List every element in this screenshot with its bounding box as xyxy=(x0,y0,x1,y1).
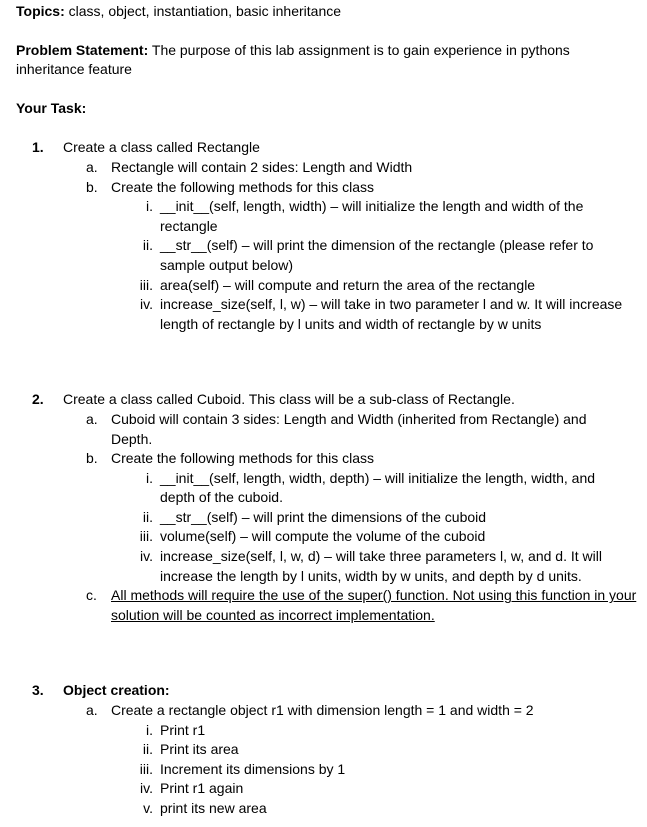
topics-line xyxy=(16,2,641,22)
section-3-title xyxy=(16,681,641,701)
section-1-number: 1. xyxy=(32,139,44,156)
section-1-subitem-i: i. __init__(self, length, width) – will initialize the length and width of the rectangle xyxy=(146,198,584,234)
section-2-number: 2. xyxy=(32,391,44,408)
section-3-subitem-ii: ii. Print its area xyxy=(142,741,239,758)
section-1 xyxy=(16,138,641,334)
section-3-subitem-iv: iv. Print r1 again xyxy=(140,780,244,797)
section-2-item-c: c. All methods will require the use of the super() function. Not using this function in your solution will be counted as incorrect implementation. xyxy=(86,587,637,623)
section-1-title-text: Create a class called Rectangle xyxy=(63,139,260,156)
section-1-title xyxy=(16,138,641,158)
section-3-subitem-iii: iii. Increment its dimensions by 1 xyxy=(139,760,346,777)
section-2-subitem-ii: ii. __str__(self) – will print the dimensions of the cuboid xyxy=(142,508,487,525)
section-2-item-b: b. Create the following methods for this class xyxy=(86,450,375,467)
section-3-item-a: a. Create a rectangle object r1 with dimension length = 1 and width = 2 xyxy=(86,702,534,719)
section-2-title xyxy=(16,390,641,410)
problem-statement xyxy=(16,41,616,80)
task-heading: Your Task: xyxy=(16,99,87,116)
section-2-title-text: Create a class called Cuboid. This class will be a sub-class of Rectangle. xyxy=(63,391,515,408)
section-2-subitem-iv: iv. increase_size(self, l, w, d) – will take three parameters l, w, and d. It will increase the length by l units, width by w units, and depth by d units. xyxy=(140,548,602,584)
section-1-subitem-iii: iii. area(self) – will compute and return the area of the rectangle xyxy=(139,276,536,293)
section-3-subitem-i: i. Print r1 xyxy=(146,721,206,738)
problem-label: Problem Statement: xyxy=(16,41,149,58)
section-2-subitem-iii: iii. volume(self) – will compute the volume of the cuboid xyxy=(139,528,486,545)
section-3-number: 3. xyxy=(32,682,44,699)
section-2 xyxy=(16,390,641,625)
section-1-subitem-iv: iv. increase_size(self, l, w) – will take in two parameter l and w. It will increase length of rectangle by l units and width of rectangle by w units xyxy=(140,296,623,332)
section-3-subitem-v: v. print its new area xyxy=(143,800,267,816)
section-1-item-b: b. Create the following methods for this class xyxy=(86,178,375,195)
section-1-item-a: a. Rectangle will contain 2 sides: Length and Width xyxy=(86,158,413,175)
section-1-subitem-ii: ii. __str__(self) – will print the dimension of the rectangle (please refer to sample output below) xyxy=(142,237,594,273)
super-requirement-note: All methods will require the use of the super() function. Not using this function in your solution will be counted as incorrect implementation. xyxy=(111,587,637,623)
section-3 xyxy=(16,681,641,818)
topics-label: Topics: xyxy=(16,3,65,19)
lab-document xyxy=(16,2,641,819)
problem-text: The purpose of this lab assignment is to gain experience in pythons inheritance feature xyxy=(16,41,570,78)
section-3-title-text: Object creation: xyxy=(63,682,170,699)
topics-text: class, object, instantiation, basic inheritance xyxy=(64,3,342,19)
section-2-item-a: a. Cuboid will contain 3 sides: Length and Width (inherited from Rectangle) and Depth. xyxy=(86,410,587,447)
section-2-subitem-i: i. __init__(self, length, width, depth) – will initialize the length, width, and depth of the cuboid. xyxy=(146,469,596,506)
